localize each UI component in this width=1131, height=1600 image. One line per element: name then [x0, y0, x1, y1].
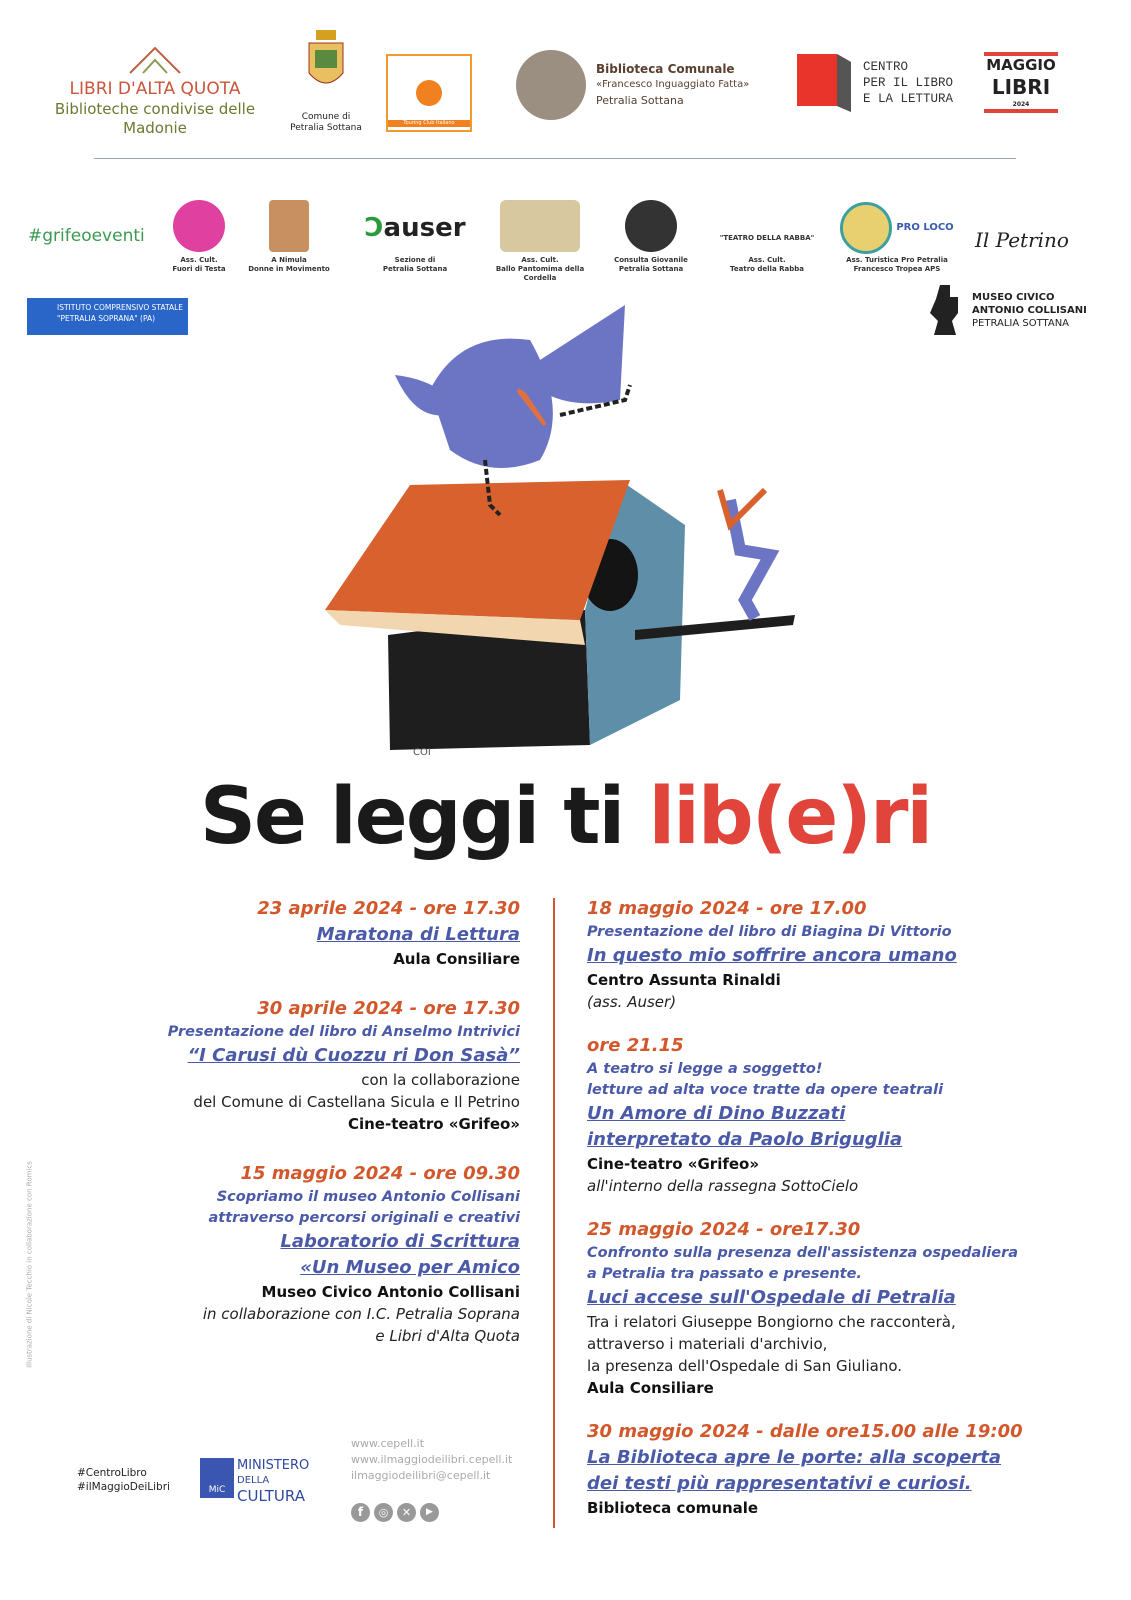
il-petrino-logo: Il Petrino	[975, 228, 1069, 252]
partner-a-nimula	[233, 200, 345, 283]
cepell-line: E LA LETTURA	[863, 92, 954, 106]
istituto-logo	[27, 298, 188, 335]
event-link[interactable]: dei testi più rappresentativi e curiosi.	[587, 1473, 972, 1494]
logo-title: LIBRI D'ALTA QUOTA	[69, 79, 241, 99]
event-link[interactable]: La Biblioteca apre le porte: alla scoperta	[587, 1447, 1002, 1468]
event-note: attraverso i materiali d'archivio,	[587, 1335, 828, 1353]
maggio-libri-logo	[984, 52, 1058, 113]
event-place: Cine-teatro «Grifeo»	[347, 1115, 520, 1133]
event-date: 18 maggio 2024 - ore 17.00	[587, 898, 867, 919]
text-line: Petralia Sottana	[382, 265, 448, 273]
mountain-icon	[125, 45, 185, 75]
event-date: ore 21.15	[587, 1035, 684, 1056]
event-date: 15 maggio 2024 - ore 09.30	[240, 1163, 520, 1184]
text-line	[972, 291, 1087, 330]
libri-text: LIBRI	[991, 75, 1051, 99]
text-line: DELLA	[237, 1475, 270, 1486]
event-link[interactable]: Luci accese sull'Ospedale di Petralia	[587, 1287, 956, 1308]
biblioteca-photo	[516, 50, 586, 120]
text-line	[237, 1458, 309, 1506]
event-note: (ass. Auser)	[587, 993, 677, 1011]
event-link[interactable]: In questo mio soffrire ancora umano	[587, 945, 957, 966]
text-line: #ilMaggioDeiLibri	[77, 1481, 170, 1493]
partner-cordella	[485, 200, 595, 283]
text-line: Ass. Cult.	[180, 256, 218, 264]
right-events	[587, 896, 1107, 1519]
year-text: 2024	[1012, 101, 1030, 108]
text-line	[827, 200, 967, 256]
text-line: Teatro della Rabba	[730, 265, 804, 273]
column-divider	[553, 898, 555, 1528]
event-place: Biblioteca comunale	[587, 1499, 759, 1517]
text-line: ANTONIO COLLISANI	[972, 305, 1087, 316]
event-place: Aula Consiliare	[587, 1379, 714, 1397]
touring-label: Touring Club Italiano	[388, 120, 470, 127]
bird-wing	[540, 305, 625, 403]
event-place: Aula Consiliare	[393, 950, 520, 968]
cepell-line: PER IL LIBRO	[863, 76, 954, 90]
grifeo-hashtag: #grifeoeventi	[28, 226, 145, 246]
text-line: Ass. Cult.	[748, 256, 786, 264]
text-line: Consulta Giovanile	[614, 256, 688, 264]
text-line: "PETRALIA SOPRANA" (PA)	[57, 314, 156, 323]
text-line	[143, 60, 167, 73]
event-link[interactable]: «Un Museo per Amico	[300, 1257, 520, 1278]
event-subtitle: letture ad alta voce tratte da opere teatrali	[587, 1082, 944, 1098]
maggio-text: MAGGIO	[986, 56, 1056, 74]
text-line	[587, 1013, 1107, 1033]
event-date: 23 aprile 2024 - ore 17.30	[257, 898, 520, 919]
facebook-icon[interactable]: f	[351, 1503, 370, 1522]
text-line: Ↄ	[364, 213, 384, 243]
partner-auser	[345, 200, 485, 283]
text-line: Francesco Tropea APS	[853, 265, 941, 273]
biblioteca-name: «Francesco Inguaggiato Fatta»	[596, 79, 750, 90]
event-subtitle: Presentazione del libro di Anselmo Intrivici	[167, 1024, 520, 1040]
text-line	[863, 59, 953, 107]
event-note: la presenza dell'Ospedale di San Giuliano.	[587, 1357, 903, 1375]
event-place: Centro Assunta Rinaldi	[587, 971, 781, 989]
text-line	[587, 1399, 1107, 1419]
logo-subtitle: Biblioteche condivise delle Madonie	[54, 100, 256, 137]
text-line	[173, 200, 225, 252]
text-line: MUSEO CIVICO	[972, 292, 1055, 303]
event-link[interactable]: Maratona di Lettura	[316, 924, 520, 945]
text-line: PETRALIA SOTTANA	[972, 318, 1070, 329]
coat-of-arms-icon	[301, 28, 351, 108]
biblioteca-place: Petralia Sottana	[596, 94, 684, 107]
cepell-line: CENTRO	[863, 60, 909, 74]
event-card	[587, 1419, 1107, 1519]
title-part1: Se leggi ti	[199, 772, 649, 862]
page-title	[0, 770, 1131, 864]
event-link[interactable]: Un Amore di Dino Buzzati	[587, 1103, 846, 1124]
text-line	[345, 200, 485, 256]
youtube-icon[interactable]: ▶	[420, 1503, 439, 1522]
partner-teatro-rabba	[707, 200, 827, 283]
museo-logo	[928, 283, 1087, 338]
header-divider	[94, 158, 1016, 159]
event-card	[587, 896, 1107, 1013]
event-subtitle: attraverso percorsi originali e creativi	[208, 1210, 520, 1226]
comune-label: Comune di Petralia Sottana	[290, 112, 362, 133]
title-part2: lib(e)ri	[648, 772, 932, 862]
libri-alta-quota-logo	[40, 45, 270, 138]
event-subtitle: Presentazione del libro di Biagina Di Vittorio	[587, 924, 952, 940]
illustration-credit: Illustrazione di Nicole Tecchio in collaborazione con Romics	[25, 1161, 34, 1368]
text-line: Petralia Sottana	[618, 265, 684, 273]
text-line	[500, 200, 580, 252]
touring-logo	[386, 54, 472, 132]
ministero-logo	[200, 1458, 309, 1506]
text-line	[837, 54, 851, 112]
email-link[interactable]: ilmaggiodeilibri@cepell.it	[351, 1469, 491, 1482]
event-card	[587, 1217, 1107, 1399]
partner-proloco	[827, 200, 967, 283]
text-line: PRO LOCO	[896, 222, 954, 233]
social-icons	[351, 1503, 439, 1522]
event-note: Tra i relatori Giuseppe Bongiorno che racconterà,	[587, 1313, 956, 1331]
event-note: e Libri d'Alta Quota	[375, 1327, 520, 1345]
x-icon[interactable]: ✕	[397, 1503, 416, 1522]
text-line	[587, 1197, 1107, 1217]
book-icon	[795, 52, 853, 114]
text-line	[625, 200, 677, 252]
instagram-icon[interactable]: ◎	[374, 1503, 393, 1522]
text-line: Ass. Turistica Pro Petralia	[846, 256, 948, 264]
event-note: con la collaborazione	[361, 1071, 520, 1089]
event-subtitle: Scopriamo il museo Antonio Collisani	[216, 1189, 520, 1205]
event-subtitle: a Petralia tra passato e presente.	[587, 1266, 862, 1282]
text-line: Ballo Pantomima della Cordella	[495, 265, 585, 282]
text-line	[930, 285, 958, 335]
text-line	[840, 202, 892, 254]
text-line: Ass. Cult.	[521, 256, 559, 264]
text-line	[120, 1135, 520, 1161]
event-place: Museo Civico Antonio Collisani	[261, 1283, 520, 1301]
text-line	[315, 50, 337, 68]
museo-figure-icon	[928, 283, 964, 338]
text-line	[596, 61, 749, 109]
event-card	[120, 1161, 520, 1347]
event-card	[587, 1033, 1107, 1197]
partner-consulta	[595, 200, 707, 283]
text-line: A Nimula	[271, 256, 307, 264]
event-date: 30 aprile 2024 - ore 17.30	[257, 998, 520, 1019]
touring-icon	[416, 80, 442, 106]
partners-row	[165, 200, 967, 283]
event-date: 25 maggio 2024 - ore17.30	[587, 1219, 861, 1240]
comune-logo	[290, 28, 362, 134]
text-line: Sezione di	[394, 256, 436, 264]
event-place: Cine-teatro «Grifeo»	[587, 1155, 760, 1173]
text-line	[269, 200, 309, 252]
text-line	[120, 970, 520, 996]
text-line: Fuori di Testa	[172, 265, 226, 273]
event-subtitle: A teatro si legge a soggetto!	[587, 1061, 823, 1077]
event-card	[120, 996, 520, 1135]
biblioteca-logo	[516, 50, 749, 120]
text-line: auser	[383, 213, 466, 243]
event-note: del Comune di Castellana Sicula e Il Petrino	[193, 1093, 520, 1111]
event-card	[120, 896, 520, 970]
event-note: all'interno della rassegna SottoCielo	[587, 1177, 859, 1195]
event-link[interactable]: interpretato da Paolo Briguglia	[587, 1129, 903, 1150]
event-link[interactable]: Laboratorio di Scrittura	[280, 1231, 520, 1252]
text-line	[316, 30, 336, 40]
text-line: MINISTERO	[237, 1458, 310, 1473]
biblioteca-title: Biblioteca Comunale	[596, 62, 735, 76]
left-events	[120, 896, 520, 1347]
illustration-birdhouse	[300, 300, 820, 760]
illustration-signature: COI	[413, 747, 431, 758]
cepell-link[interactable]: www.cepell.it	[351, 1437, 425, 1450]
cepell-logo	[795, 52, 953, 114]
maggio-link[interactable]: www.ilmaggiodeilibri.cepell.it	[351, 1453, 513, 1466]
text-line: "TEATRO DELLA RABBA"	[719, 234, 815, 242]
text-line: Donne in Movimento	[248, 265, 330, 273]
mic-icon: MiC	[200, 1458, 234, 1498]
event-link[interactable]: “I Carusi dù Cuozzu ri Don Sasà”	[187, 1045, 520, 1066]
text-line: CULTURA	[237, 1487, 305, 1505]
footer-links	[351, 1436, 512, 1484]
roof	[325, 480, 630, 620]
event-note: in collaborazione con I.C. Petralia Soprana	[202, 1305, 520, 1323]
event-subtitle: Confronto sulla presenza dell'assistenza ospedaliera	[587, 1245, 1019, 1261]
footer-hashtags	[77, 1466, 170, 1494]
child-arms	[720, 490, 765, 525]
text-line: ISTITUTO COMPRENSIVO STATALE	[57, 303, 184, 312]
text-line: #CentroLibro	[77, 1467, 147, 1479]
event-date: 30 maggio 2024 - dalle ore15.00 alle 19:00	[587, 1421, 1023, 1442]
partner-fuori-di-testa	[165, 200, 233, 283]
